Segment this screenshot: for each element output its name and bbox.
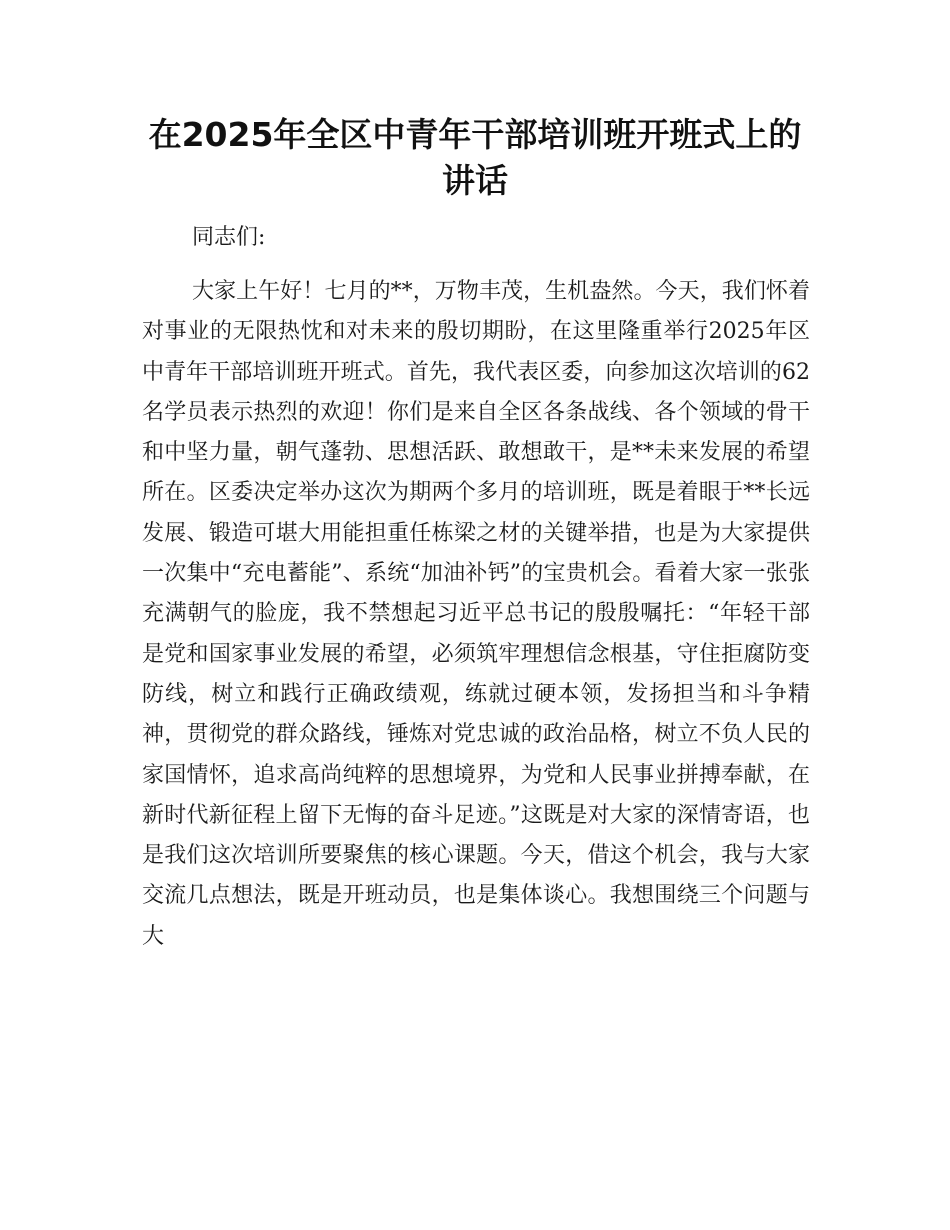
salutation: 同志们: [192,225,266,250]
body-paragraph: 大家上午好！七月的**，万物丰茂，生机盎然。今天，我们怀着对事业的无限热忱和对未来的殷切期盼，在这里隆重举行2025年区中青年干部培训班开班式。首先，我代表区委，向参加这次培训的62名学员表示热烈的欢迎！你们是来自全区各条战线、各个领域的骨干和中坚力量，朝气蓬勃、思想活跃、敢想敢干，是**未来发展的希望所在。区委决定举办这次为期两个多月的培训班，既是着眼于**长远发展、锻造可堪大用能担重任栋梁之材的关键举措，也是为大家提供一次集中“充电蓄能”、系统“加油补钙”的宝贵机会。看着大家一张张充满朝气的脸庞，我不禁想起习近平总书记的殷殷嘱托：“年轻干部是党和国家事业发展的希望，必须筑牢理想信念根基，守住拒腐防变防线，树立和践行正确政绩观，练就过硬本领，发扬担当和斗争精神，贯彻党的群众路线，锤炼对党忠诚的政治品格，树立不负人民的家国情怀，追求高尚纯粹的思想境界，为党和人民事业拼搏奉献，在新时代新征程上留下无悔的奋斗足迹。”这既是对大家的深情寄语，也是我们这次培训所要聚焦的核心课题。今天，借这个机会，我与大家交流几点想法，既是开班动员，也是集体谈心。我想围绕三个问题与大 [142,279,810,949]
document-body [142,218,810,957]
document-title: 在2025年全区中青年干部培训班开班式上的讲话 [148,115,802,200]
